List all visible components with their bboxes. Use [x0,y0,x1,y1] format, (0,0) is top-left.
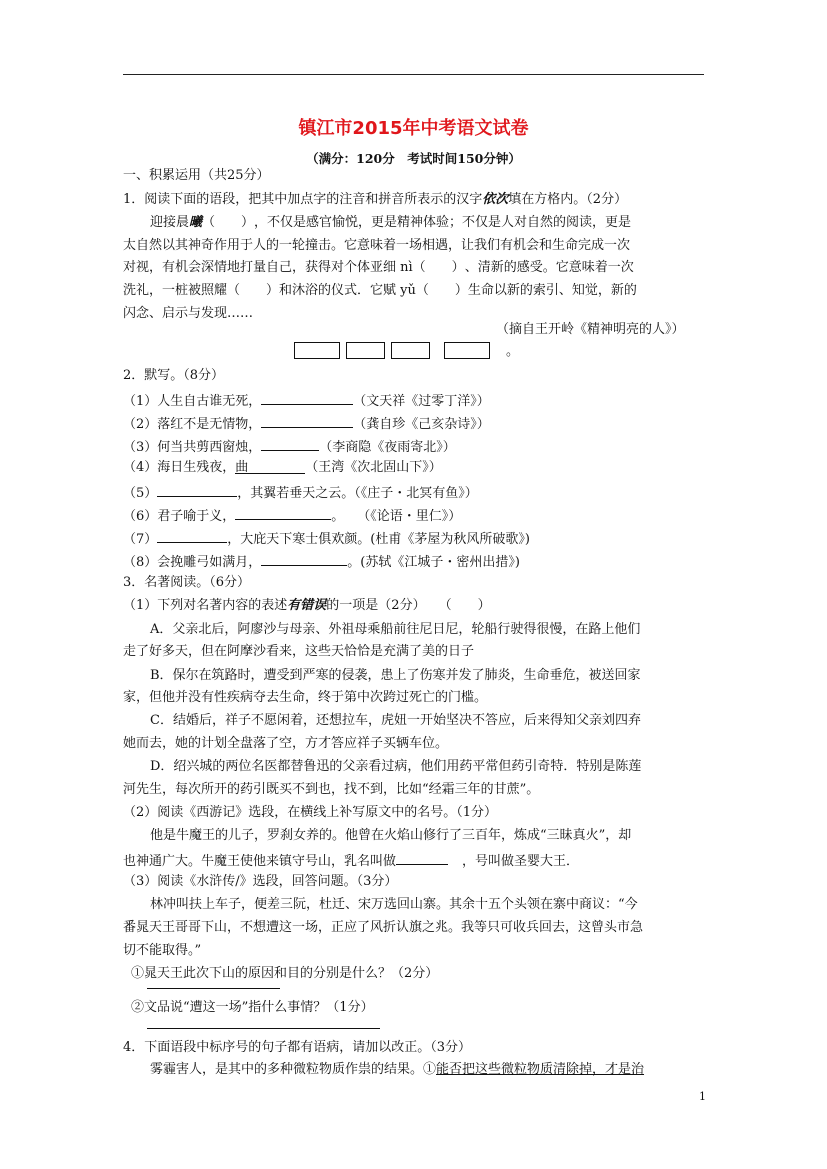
passage-line: 太自然以其神奇作用于人的一轮撞击。它意味着一场相遇，让我们有机会和生命完成一次 [123,238,631,253]
option-b: B．保尔在筑路时，遭受到严寒的侵袭，患上了伤寒并发了肺炎，生命垂危，被送回家 [150,668,641,683]
blank-line[interactable] [261,391,353,405]
passage-source: （摘自王开岭《精神明亮的人》） [496,322,685,337]
option-c: C．结婚后，祥子不愿闲着，还想拉车，虎妞一开始坚决不答应，后来得知父亲刘四弃 [150,713,641,728]
passage-line: 也神通广大。牛魔王使他来镇守号山，乳名叫做 ，号叫做圣婴大王． [123,851,579,870]
blank-line[interactable] [261,414,353,428]
passage-line: 他是牛魔王的儿子，罗刹女养的。他曾在火焰山修行了三百年，炼成“三昧真火”，却 [150,828,632,843]
blank-line[interactable] [157,529,227,543]
subquestion-2: （2）阅读《西游记》选段，在横线上补写原文中的名号。（1分） [123,805,498,820]
dictation-item: （7） ，大庇天下寒士俱欢颜。(杜甫《茅屋为秋风所破歌》) [123,529,530,548]
section-heading: 一、积累运用（共25分） [123,168,270,183]
blank-line[interactable] [261,552,347,566]
blank-line[interactable] [157,483,237,497]
underlined-sentence: 能否把这些微粒物质清除掉，才是治 [436,1062,645,1077]
blank-line[interactable]: 曲 [235,460,305,474]
emphasis-text: 依次 [482,192,509,207]
blank-line[interactable] [235,506,331,520]
passage-line: 对视，有机会深情地打量自己，获得对个体亚细 nì（ ）、清新的感受。它意味着一次 [123,260,634,275]
option-c-cont: 她而去，她的计划全盘落了空，方才答应祥子买辆车位。 [123,736,449,751]
passage-line: 洗礼，一桩被照耀（ ）和沐浴的仪式．它赋 yǔ（ ）生命以新的索引、知觉，新的 [123,283,637,298]
header-rule [123,74,704,75]
question-2-heading: 2．默写。（8分） [123,368,225,383]
dictation-item: （1）人生自古谁无死， （文天祥《过零丁洋》） [123,391,490,410]
subquestion-1: （1）下列对名著内容的表述有错误的一项是（2分） （ ） [123,598,491,613]
dictation-item: （2）落红不是无情物， （龚自珍《己亥杂诗》） [123,414,490,433]
option-b-cont: 家，但他并没有性疾病夺去生命，终于第中次跨过死亡的门槛。 [123,690,488,705]
option-d: D．绍兴城的两位名医都替鲁迅的父亲看过病，他们用药平常但药引奇特．特别是陈莲 [150,759,642,774]
dictation-item: （4）海日生残夜，曲 （王湾《次北固山下》） [123,460,442,475]
passage-line: 切不能取得。” [123,943,202,958]
page-number: 1 [699,1090,706,1103]
dictation-item: （6）君子喻于义， 。 （《论语・里仁》） [123,506,461,525]
passage-line: 林冲叫扶上车子，便差三阮，杜迁、宋万选回山寨。其余十五个头领在寨中商议：“今 [150,897,638,912]
answer-box-4[interactable] [444,342,490,359]
blank-line[interactable] [261,437,319,451]
option-a-cont: 走了好多天，但在阿摩沙看来，这些天恰恰是充满了美的日子 [123,644,475,659]
option-a: A．父亲北后，阿廖沙与母亲、外祖母乘船前往尼日尼，轮船行驶得很慢，在路上他们 [150,622,641,637]
question-3-heading: 3．名著阅读。（6分） [123,575,251,590]
page-title: 镇江市2015年中考语文试卷 [298,118,529,139]
question-1-stem: 1．阅读下面的语段，把其中加点字的注音和拼音所表示的汉字依次填在方格内。（2分） [123,192,628,207]
dictation-item: （5） ，其翼若垂天之云。（《庄子・北冥有鱼》） [123,483,478,502]
subquestion-3-part-1: ①晁天王此次下山的原因和目的分别是什么？（2分） [131,966,439,981]
passage-line: 闪念、启示与发现…… [123,306,254,321]
passage-line: 迎接晨曦（ ），不仅是感官愉悦，更是精神体验；不仅是人对自然的阅读，更是 [150,215,632,230]
passage-line: 雾霾害人，是其中的多种微粒物质作祟的结果。①能否把这些微粒物质清除掉，才是治 [150,1062,645,1077]
answer-box-1[interactable] [294,342,340,359]
subquestion-3-part-2: ②文品说“遭这一场”指什么事情？（1分） [131,1000,374,1015]
question-4-heading: 4．下面语段中标序号的句子都有语病，请加以改正。（3分） [123,1040,472,1055]
answer-box-2[interactable] [346,342,385,359]
dictation-item: （3）何当共剪西窗烛， （李商隐《夜雨寄北》） [123,437,456,456]
boxes-period: 。 [506,344,520,359]
option-d-cont: 河先生，每次所开的药引既买不到也，找不到，比如“经霜三年的甘蔗”。 [123,782,540,797]
blank-line[interactable] [396,851,448,865]
dictation-item: （8）会挽雕弓如满月， 。(苏轼《江城子・密州出措》) [123,552,520,571]
answer-box-3[interactable] [391,342,430,359]
dotted-character: 曦 [189,215,203,230]
emphasis-text: 有错误 [287,598,327,613]
page-subtitle: （满分：120分 考试时间150分钟） [306,151,521,166]
passage-line: 番晁天王哥哥下山，不想遭这一场，正应了风折认旗之兆。我等只可收兵回去，这曾头市急 [123,920,644,935]
subquestion-3: （3）阅读《水浒传/》选段，回答问题。（3分） [123,874,398,889]
answer-line[interactable] [147,1028,380,1029]
answer-line[interactable] [147,988,280,989]
